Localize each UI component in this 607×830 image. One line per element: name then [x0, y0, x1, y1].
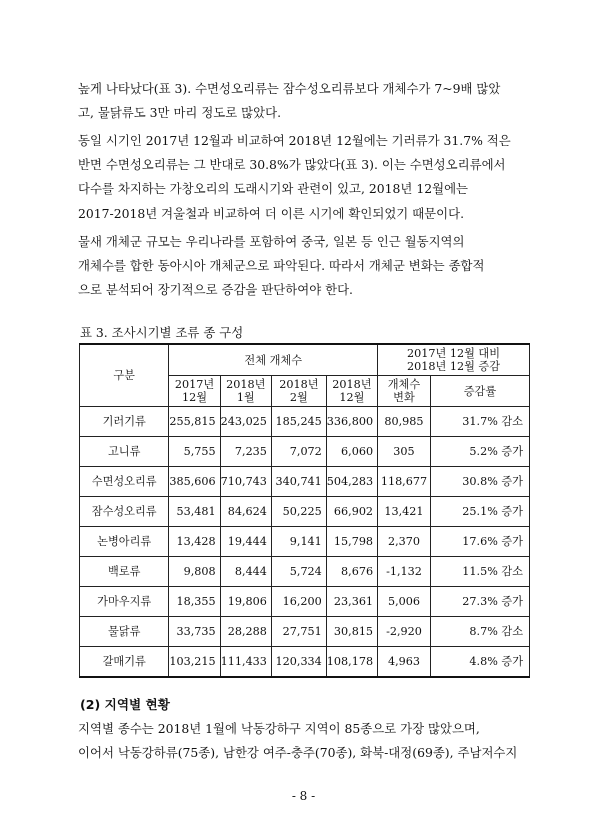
cell-value: 50,225 [271, 497, 326, 527]
cell-value: 6,060 [326, 437, 377, 467]
paragraph-3-line-1: 물새 개체군 규모는 우리나라를 포함하여 중국, 일본 등 인근 월동지역의 [78, 234, 465, 249]
cell-value: 9,141 [271, 527, 326, 557]
header-period-1 [169, 376, 220, 407]
cell-rate: 25.1% 증가 [430, 497, 529, 527]
cell-diff: -1,132 [378, 557, 431, 587]
row-name: 갈매기류 [80, 647, 169, 678]
table-row [80, 437, 530, 467]
row-name: 고니류 [80, 437, 169, 467]
cell-value: 120,334 [271, 647, 326, 678]
cell-rate: 17.6% 증가 [430, 527, 529, 557]
cell-rate: 31.7% 감소 [430, 407, 529, 437]
period-month: 2월 [289, 391, 308, 404]
cell-value: 340,741 [271, 467, 326, 497]
header-period-3 [271, 376, 326, 407]
cell-value: 9,808 [169, 557, 220, 587]
cell-value: 66,902 [326, 497, 377, 527]
period-year: 2018년 [279, 378, 319, 391]
section-heading: (2) 지역별 현황 [80, 697, 170, 712]
cell-value: 111,433 [220, 647, 271, 678]
cell-value: 19,444 [220, 527, 271, 557]
change-line-2: 변화 [393, 391, 415, 404]
header-compare-line-2: 2018년 12월 증감 [407, 360, 501, 373]
paragraph-3-line-3: 으로 분석되어 장기적으로 증감을 판단하여야 한다. [78, 282, 353, 297]
period-year: 2018년 [226, 378, 266, 391]
cell-value: 28,288 [220, 617, 271, 647]
header-change [378, 376, 431, 407]
cell-rate: 8.7% 감소 [430, 617, 529, 647]
cell-rate: 5.2% 증가 [430, 437, 529, 467]
cell-value: 336,800 [326, 407, 377, 437]
cell-value: 5,755 [169, 437, 220, 467]
table-row [80, 527, 530, 557]
period-month: 12월 [339, 391, 365, 404]
cell-diff: 13,421 [378, 497, 431, 527]
table-row [80, 407, 530, 437]
header-compare [378, 344, 530, 376]
paragraph-1-line-1: 높게 나타났다(표 3). 수면성오리류는 잠수성오리류보다 개체수가 7~9배 많았 [78, 81, 501, 96]
period-year: 2018년 [332, 378, 372, 391]
cell-value: 84,624 [220, 497, 271, 527]
cell-diff: 118,677 [378, 467, 431, 497]
cell-diff: -2,920 [378, 617, 431, 647]
row-name: 가마우지류 [80, 587, 169, 617]
cell-value: 27,751 [271, 617, 326, 647]
period-month: 1월 [236, 391, 255, 404]
cell-diff: 80,985 [378, 407, 431, 437]
change-line-1: 개체수 [387, 378, 421, 391]
header-total: 전체 개체수 [169, 344, 378, 376]
table-caption: 표 3. 조사시기별 조류 종 구성 [80, 325, 244, 340]
cell-value: 19,806 [220, 587, 271, 617]
cell-value: 33,735 [169, 617, 220, 647]
row-name: 백로류 [80, 557, 169, 587]
cell-diff: 4,963 [378, 647, 431, 678]
row-name: 수면성오리류 [80, 467, 169, 497]
cell-value: 23,361 [326, 587, 377, 617]
cell-rate: 27.3% 증가 [430, 587, 529, 617]
cell-value: 710,743 [220, 467, 271, 497]
table-row [80, 587, 530, 617]
paragraph-3-line-2: 개체수를 합한 동아시아 개체군으로 파악된다. 따라서 개체군 변화는 종합적 [78, 258, 485, 273]
paragraph-2-line-1: 동일 시기인 2017년 12월과 비교하여 2018년 12월에는 기러류가 31.7% 적은 [78, 133, 511, 148]
header-group: 구분 [80, 344, 169, 407]
row-name: 기러기류 [80, 407, 169, 437]
cell-value: 8,444 [220, 557, 271, 587]
cell-value: 13,428 [169, 527, 220, 557]
row-name: 물닭류 [80, 617, 169, 647]
section-line-1: 지역별 종수는 2018년 1월에 낙동강하구 지역이 85종으로 가장 많았으며, [78, 721, 480, 736]
cell-rate: 30.8% 증가 [430, 467, 529, 497]
cell-value: 5,724 [271, 557, 326, 587]
period-month: 12월 [182, 391, 208, 404]
cell-value: 103,215 [169, 647, 220, 678]
cell-diff: 305 [378, 437, 431, 467]
cell-value: 108,178 [326, 647, 377, 678]
species-table [79, 343, 530, 678]
cell-value: 15,798 [326, 527, 377, 557]
paragraph-2-line-2: 반면 수면성오리류는 그 반대로 30.8%가 많았다(표 3). 이는 수면성오리류에서 [78, 157, 506, 172]
table-row [80, 497, 530, 527]
cell-diff: 5,006 [378, 587, 431, 617]
table-row [80, 617, 530, 647]
cell-value: 16,200 [271, 587, 326, 617]
cell-value: 53,481 [169, 497, 220, 527]
cell-value: 30,815 [326, 617, 377, 647]
cell-value: 7,072 [271, 437, 326, 467]
header-period-2 [220, 376, 271, 407]
row-name: 잠수성오리류 [80, 497, 169, 527]
header-rate: 증감률 [430, 376, 529, 407]
cell-value: 185,245 [271, 407, 326, 437]
cell-value: 8,676 [326, 557, 377, 587]
paragraph-2-line-4: 2017-2018년 겨울철과 비교하여 더 이른 시기에 확인되었기 때문이다. [78, 206, 465, 221]
paragraph-2-line-3: 다수를 차지하는 가창오리의 도래시기와 관련이 있고, 2018년 12월에는 [78, 181, 469, 196]
cell-value: 385,606 [169, 467, 220, 497]
cell-rate: 11.5% 감소 [430, 557, 529, 587]
cell-value: 243,025 [220, 407, 271, 437]
table-row [80, 467, 530, 497]
section-line-2: 이어서 낙동강하류(75종), 남한강 여주-충주(70종), 화북-대정(69종), 주남저수지 [78, 745, 518, 760]
cell-value: 504,283 [326, 467, 377, 497]
cell-diff: 2,370 [378, 527, 431, 557]
paragraph-1-line-2: 고, 물닭류도 3만 마리 정도로 많았다. [78, 105, 282, 120]
header-compare-line-1: 2017년 12월 대비 [407, 347, 501, 360]
row-name: 논병아리류 [80, 527, 169, 557]
table-row [80, 557, 530, 587]
cell-value: 255,815 [169, 407, 220, 437]
cell-rate: 4.8% 증가 [430, 647, 529, 678]
cell-value: 7,235 [220, 437, 271, 467]
cell-value: 18,355 [169, 587, 220, 617]
period-year: 2017년 [174, 378, 215, 391]
table-row [80, 647, 530, 678]
header-period-4 [326, 376, 377, 407]
page-number: - 8 - [291, 789, 316, 803]
